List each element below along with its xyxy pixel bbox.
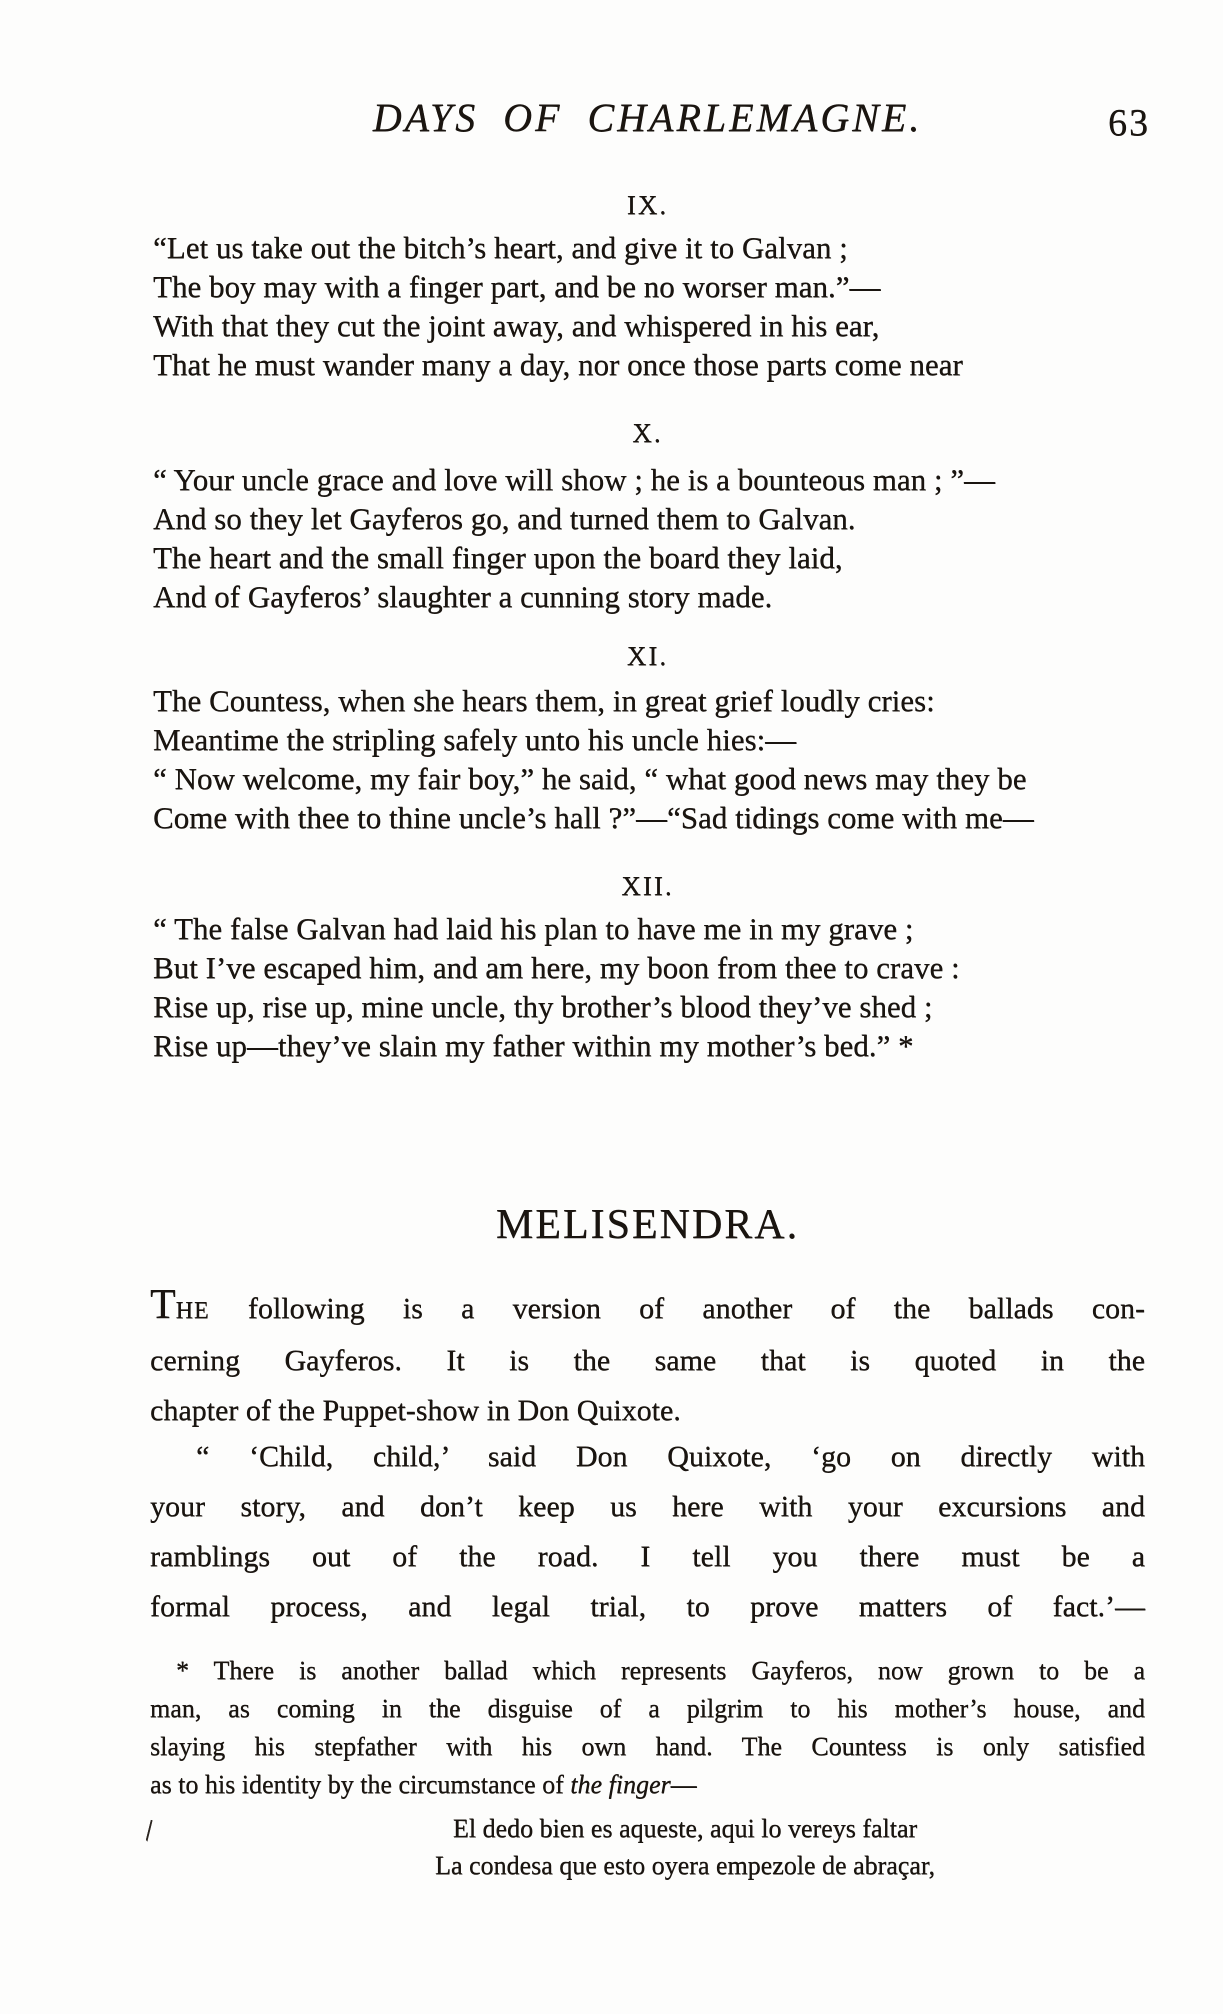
- quixote-quote-paragraph: [150, 1432, 1145, 1632]
- footnote-line: slaying his stepfather with his own hand. The Countess is only satisfied: [150, 1732, 1145, 1761]
- stanza-xi: [150, 681, 1148, 837]
- verse-line: Rise up, rise up, mine uncle, thy brother’s blood they’ve shed ;: [153, 989, 933, 1024]
- verse-line: “ The false Galvan had laid his plan to have me in my grave ;: [153, 911, 914, 946]
- lead-smallcaps: HE: [175, 1298, 210, 1324]
- footnote-line: * There is another ballad which represents Gayferos, now grown to be a: [176, 1656, 1145, 1685]
- footnote-italic-phrase: the finger: [570, 1770, 671, 1799]
- paragraph-line: [150, 1280, 1145, 1336]
- stanza-numeral-x: X.: [632, 418, 663, 448]
- verse-line: With that they cut the joint away, and whispered in his ear,: [153, 308, 880, 343]
- verse-line: And so they let Gayferos go, and turned them to Galvan.: [153, 501, 856, 536]
- stanza-x: [150, 460, 1148, 616]
- intro-paragraph: [150, 1280, 1145, 1436]
- stanza-numeral-ix: IX.: [626, 190, 669, 220]
- stanza-xii: [150, 909, 1148, 1065]
- verse-line: “ Now welcome, my fair boy,” he said, “ what good news may they be: [153, 761, 1027, 796]
- footnote-line: [150, 1766, 1145, 1804]
- verse-line: “Let us take out the bitch’s heart, and give it to Galvan ;: [153, 230, 848, 265]
- paragraph-line: chapter of the Puppet-show in Don Quixote.: [150, 1394, 681, 1427]
- section-title-melisendra: MELISENDRA.: [495, 1202, 800, 1248]
- paragraph-line: cerning Gayferos. It is the same that is quoted in the: [150, 1344, 1145, 1377]
- verse-line: Rise up—they’ve slain my father within my mother’s bed.” *: [153, 1028, 914, 1063]
- verse-line: But I’ve escaped him, and am here, my boon from thee to crave :: [153, 950, 960, 985]
- paragraph-line: “ ‘Child, child,’ said Don Quixote, ‘go on directly with: [196, 1440, 1145, 1473]
- stanza-ix: [150, 228, 1148, 384]
- verse-line: The Countess, when she hears them, in great grief loudly cries:: [153, 683, 935, 718]
- paragraph-line: your story, and don’t keep us here with your excursions and: [150, 1490, 1145, 1523]
- verse-line: And of Gayferos’ slaughter a cunning story made.: [153, 579, 773, 614]
- paragraph-text: following is a version of another of the ballads con-: [209, 1292, 1145, 1325]
- paragraph-line: formal process, and legal trial, to prove matters of fact.’—: [150, 1590, 1145, 1623]
- verse-line: Come with thee to thine uncle’s hall ?”—“Sad tidings come with me—: [153, 800, 1034, 835]
- verse-line: “ Your uncle grace and love will show ; he is a bounteous man ; ”—: [153, 462, 995, 497]
- lead-capital: T: [150, 1282, 176, 1328]
- spanish-verse-line: La condesa que esto oyera empezole de abraçar,: [435, 1851, 935, 1880]
- verse-line: Meantime the stripling safely unto his uncle hies:—: [153, 722, 797, 757]
- page-number: 63: [1108, 102, 1150, 144]
- spanish-verse-line: El dedo bien es aqueste, aqui lo vereys faltar: [452, 1814, 918, 1843]
- verse-line: The boy may with a finger part, and be no worser man.”—: [153, 269, 881, 304]
- footnote-line: man, as coming in the disguise of a pilgrim to his mother’s house, and: [150, 1694, 1145, 1723]
- running-header-title: DAYS OF CHARLEMAGNE.: [372, 95, 923, 140]
- stanza-numeral-xii: XII.: [621, 871, 674, 901]
- footnote: [150, 1652, 1145, 1804]
- verse-line: The heart and the small finger upon the board they laid,: [153, 540, 843, 575]
- spanish-verse: [150, 1810, 1220, 1884]
- footnote-dash: —: [670, 1770, 697, 1799]
- verse-line: That he must wander many a day, nor once those parts come near: [153, 347, 963, 382]
- paragraph-line: ramblings out of the road. I tell you there must be a: [150, 1540, 1145, 1573]
- stanza-numeral-xi: XI.: [626, 641, 669, 671]
- footnote-text: as to his identity by the circumstance of: [150, 1770, 571, 1799]
